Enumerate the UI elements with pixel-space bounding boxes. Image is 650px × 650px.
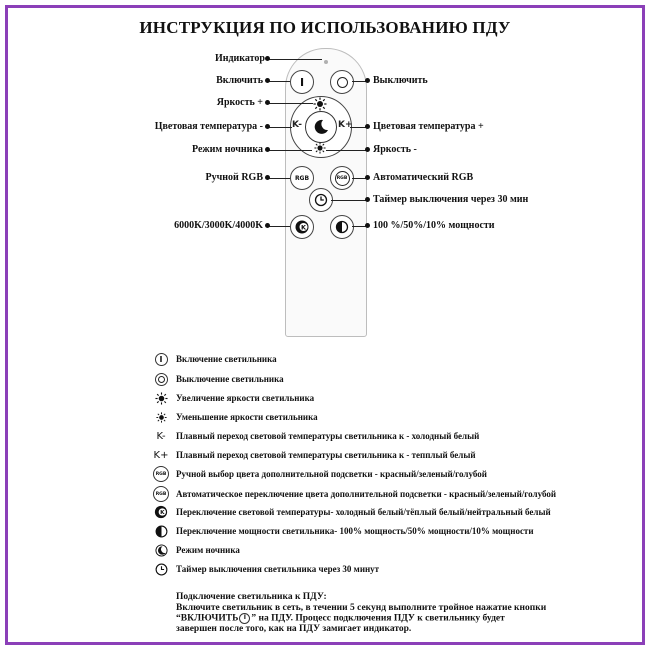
k-minus-button[interactable]: K- [292, 120, 302, 130]
label-brightness-down: Яркость - [373, 144, 417, 155]
label-timer: Таймер выключения через 30 мин [373, 194, 529, 205]
note-heading: Подключение светильника к ПДУ: [176, 592, 327, 602]
note-line-1: Включите светильник в сеть, в течении 5 секунд выполните тройное нажатие кнопки [176, 602, 547, 613]
power-mode-icon [335, 220, 349, 234]
sun-down-icon[interactable] [314, 142, 326, 154]
label-brightness-up: Яркость + [216, 97, 263, 108]
legend-item-auto-rgb: RGB Автоматическое переключение цвета дополнительной подсветки - красный/зеленый/голубой [153, 485, 556, 503]
moon-icon [155, 544, 168, 557]
moon-icon [312, 118, 330, 136]
label-power-modes: 100 %/50%/10% мощности [373, 220, 495, 231]
label-night-mode: Режим ночника [191, 144, 263, 155]
label-manual-rgb: Ручной RGB [205, 172, 263, 183]
timer-icon [155, 563, 168, 576]
sun-up-icon [155, 392, 168, 405]
legend-item-power-mode: Переключение мощности светильника- 100% мощность/50% мощности/10% мощности [153, 522, 534, 540]
auto-rgb-button[interactable] [330, 166, 354, 190]
k-minus-icon: K- [156, 430, 166, 442]
connection-note [176, 592, 576, 635]
legend-item-off: Выключение светильника [153, 370, 284, 388]
label-auto-rgb: Автоматический RGB [373, 172, 474, 183]
legend-item-brightness-up: Увеличение яркости светильника [153, 389, 314, 407]
power-mode-icon [155, 525, 168, 538]
label-color-temp-minus: Цветовая температура - [154, 121, 263, 132]
power-on-icon: I [239, 613, 250, 624]
color-mode-icon [154, 505, 168, 519]
timer-button[interactable] [309, 188, 333, 212]
auto-rgb-icon: RGB [153, 486, 169, 502]
power-mode-button[interactable] [330, 215, 354, 239]
legend-item-rgb: RGB Ручной выбор цвета дополнительной подсветки - красный/зеленый/голубой [153, 465, 487, 483]
color-mode-button[interactable] [290, 215, 314, 239]
legend-item-night-mode: Режим ночника [153, 541, 240, 559]
legend-item-k-minus: K- Плавный переход световой температуры светильника к - холодный белый [156, 430, 480, 442]
timer-icon [314, 193, 328, 207]
label-on: Включить [216, 75, 263, 86]
power-off-icon [337, 77, 348, 88]
svg-text:K: K [300, 223, 307, 232]
k-plus-button[interactable]: K+ [338, 120, 353, 130]
auto-rgb-icon: RGB [335, 171, 350, 186]
sun-up-icon[interactable] [313, 97, 327, 111]
power-on-icon: I [155, 353, 168, 366]
legend-item-on: I Включение светильника [153, 350, 277, 368]
label-off: Выключить [373, 75, 428, 86]
page-title: ИНСТРУКЦИЯ ПО ИСПОЛЬЗОВАНИЮ ПДУ [139, 18, 511, 37]
off-button[interactable] [330, 70, 354, 94]
power-off-icon [155, 373, 168, 386]
label-color-modes: 6000K/3000K/4000K [174, 220, 263, 231]
svg-text:K: K [160, 510, 165, 517]
legend-item-timer: Таймер выключения светильника через 30 минут [153, 560, 379, 578]
power-on-icon: I [299, 75, 305, 89]
sun-down-icon [156, 412, 167, 423]
manual-rgb-button[interactable] [290, 166, 314, 190]
indicator-led [324, 60, 328, 64]
note-line-3: завершен после того, как на ПДУ замигает индикатор. [176, 624, 412, 635]
legend-item-brightness-down: Уменьшение яркости светильника [153, 408, 318, 426]
label-color-temp-plus: Цветовая температура + [373, 121, 484, 132]
night-mode-button[interactable] [305, 111, 337, 143]
legend-item-k-plus: K+ Плавный переход световой температуры светильника к - тепплый белый [153, 449, 476, 461]
on-button[interactable] [290, 70, 314, 94]
rgb-icon: RGB [153, 466, 169, 482]
rgb-icon: RGB [294, 174, 310, 182]
note-line-2: “ВКЛЮЧИТЬ I ” на ПДУ. Процесс подключения ПДУ к светильнику будет [176, 613, 505, 624]
label-indicator: Индикатор [214, 53, 265, 64]
k-plus-icon: K+ [153, 449, 169, 461]
legend-item-color-mode: K Переключение световой температуры- холодный белый/тёплый белый/нейтральный белый [153, 503, 551, 521]
color-mode-icon [294, 219, 310, 235]
